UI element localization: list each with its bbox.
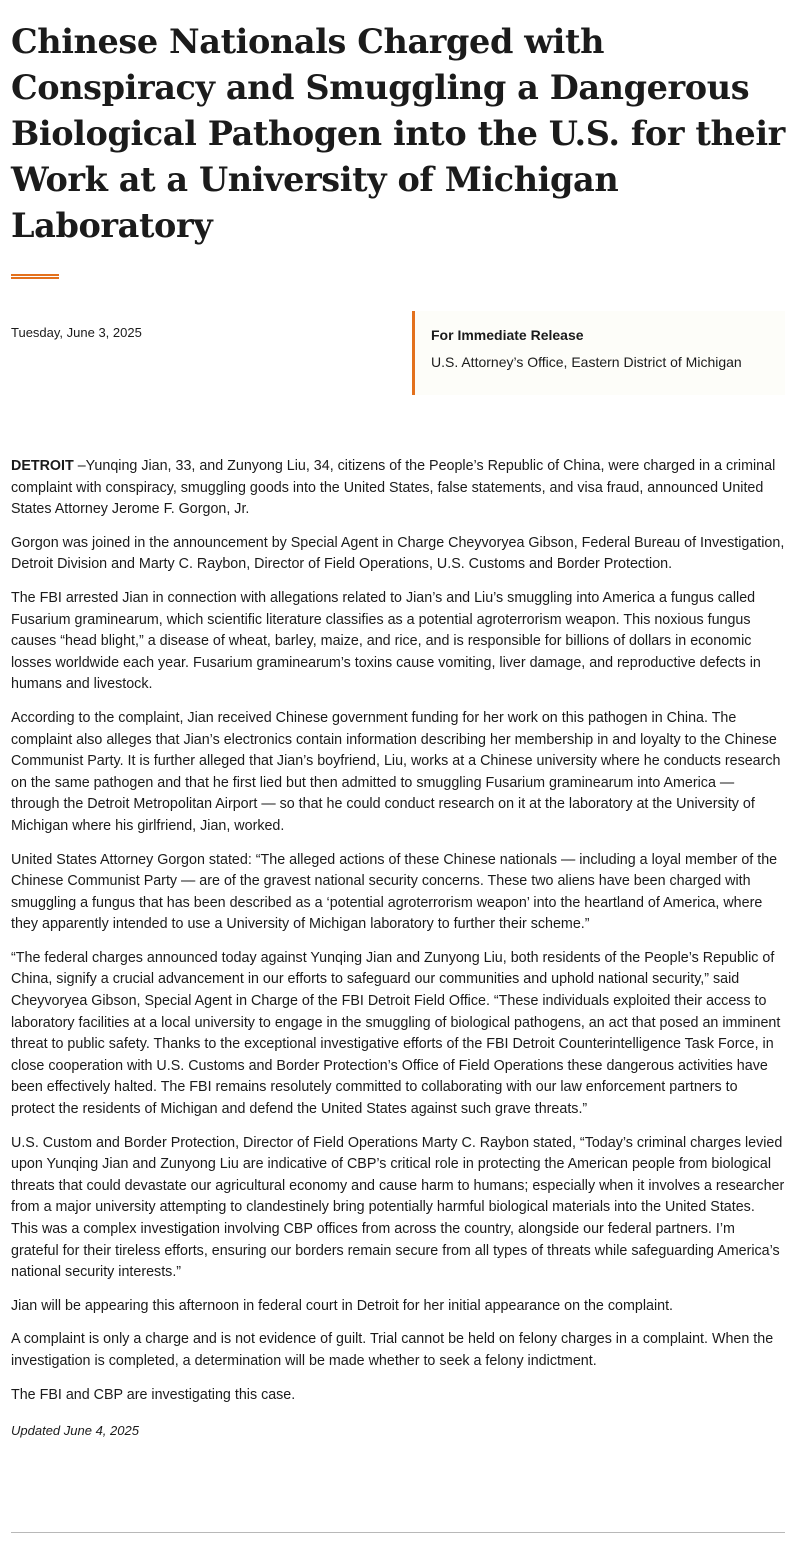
article-body bbox=[11, 456, 785, 1406]
release-meta bbox=[11, 311, 785, 395]
body-paragraph-investigators: The FBI and CBP are investigating this case. bbox=[11, 1386, 296, 1403]
body-paragraph-court-appearance: Jian will be appearing this afternoon in federal court in Detroit for her initial appearance on the complaint. bbox=[11, 1297, 674, 1314]
body-paragraph-announcement: Gorgon was joined in the announcement by Special Agent in Charge Cheyvoryea Gibson, Federal Bureau of Investigation, Detroit Division and Marty C. Raybon, Director of Field Operations, U.S. Customs and Border Protection. bbox=[11, 534, 785, 573]
page-title: Chinese Nationals Charged with Conspiracy and Smuggling a Dangerous Biological Pathogen into the U.S. for their Work at a University of Michigan Laboratory bbox=[11, 22, 785, 245]
release-label: For Immediate Release bbox=[431, 327, 584, 343]
updated-date: Updated June 4, 2025 bbox=[11, 1423, 139, 1439]
lede-paragraph bbox=[11, 456, 785, 521]
lede-text: –Yunqing Jian, 33, and Zunyong Liu, 34, citizens of the People’s Republic of China, were charged in a criminal complaint with conspiracy, smuggling goods into the United States, false statements, and visa fraud, announced United States Attorney Jerome F. Gorgon, Jr. bbox=[11, 458, 776, 518]
release-date: Tuesday, June 3, 2025 bbox=[11, 325, 142, 340]
release-info-box bbox=[412, 311, 785, 395]
press-release-article bbox=[11, 0, 785, 1438]
body-paragraph-raybon-quote: U.S. Custom and Border Protection, Director of Field Operations Marty C. Raybon stated, “Today’s criminal charges levied upon Yunqing Jian and Zunyong Liu are indicative of CBP’s critical role in protecting the American people from biological threats that could devastate our agricultural economy and cause harm to humans; especially when it involves a researcher from a major university attempting to clandestinely bring potentially harmful biological materials into the United States. This was a complex investigation involving CBP offices from across the country, alongside our federal partners. I’m grateful for their tireless efforts, ensuring our borders remain secure from all types of threats while safeguarding America’s national security interests.” bbox=[11, 1134, 785, 1281]
issuing-office: U.S. Attorney’s Office, Eastern District of Michigan bbox=[431, 354, 742, 370]
dateline: DETROIT bbox=[11, 458, 74, 474]
body-paragraph-complaint: According to the complaint, Jian received Chinese government funding for her work on this pathogen in China. The complaint also alleges that Jian’s electronics contain information describing her membership in and loyalty to the Chinese Communist Party. It is further alleged that Jian’s boyfriend, Liu, works at a Chinese university where he conducts research on the same pathogen and that he first lied but then admitted to smuggling Fusarium graminearum into America — through the Detroit Metropolitan Airport — so that he could conduct research on it at the laboratory at the University of Michigan where his girlfriend, Jian, worked. bbox=[11, 709, 781, 834]
body-paragraph-gorgon-quote: United States Attorney Gorgon stated: “The alleged actions of these Chinese nationals — including a loyal member of the Chinese Communist Party — are of the gravest national security concerns. These two aliens have been charged with smuggling a fungus that has been described as a ‘potential agroterrorism weapon’ into the heartland of America, where they apparently intended to use a University of Michigan laboratory to further their scheme.” bbox=[11, 851, 778, 933]
title-accent-rule bbox=[11, 274, 59, 279]
footer-divider bbox=[11, 1532, 785, 1533]
body-paragraph-disclaimer: A complaint is only a charge and is not evidence of guilt. Trial cannot be held on felony charges in a complaint. When the investigation is completed, a determination will be made whether to seek a felony indictment. bbox=[11, 1331, 774, 1369]
body-paragraph-fungus: The FBI arrested Jian in connection with allegations related to Jian’s and Liu’s smuggling into America a fungus called Fusarium graminearum, which scientific literature classifies as a potential agroterrorism weapon. This noxious fungus causes “head blight,” a disease of wheat, barley, maize, and rice, and is responsible for billions of dollars in economic losses worldwide each year. Fusarium graminearum’s toxins cause vomiting, liver damage, and reproductive defects in humans and livestock. bbox=[11, 589, 761, 693]
body-paragraph-gibson-quote: “The federal charges announced today against Yunqing Jian and Zunyong Liu, both residents of the People’s Republic of China, signify a crucial advancement in our efforts to safeguard our communities and uphold national security,” said Cheyvoryea Gibson, Special Agent in Charge of the FBI Detroit Field Office. “These individuals exploited their access to laboratory facilities at a local university to engage in the smuggling of biological pathogens, an act that posed an imminent threat to public safety. Thanks to the exceptional investigative efforts of the FBI Detroit Counterintelligence Task Force, in close cooperation with U.S. Customs and Border Protection’s Office of Field Operations these dangerous activities have been effectively halted. The FBI remains resolutely committed to collaborating with our law enforcement partners to protect the residents of Michigan and defend the United States against such grave threats.” bbox=[11, 949, 781, 1118]
